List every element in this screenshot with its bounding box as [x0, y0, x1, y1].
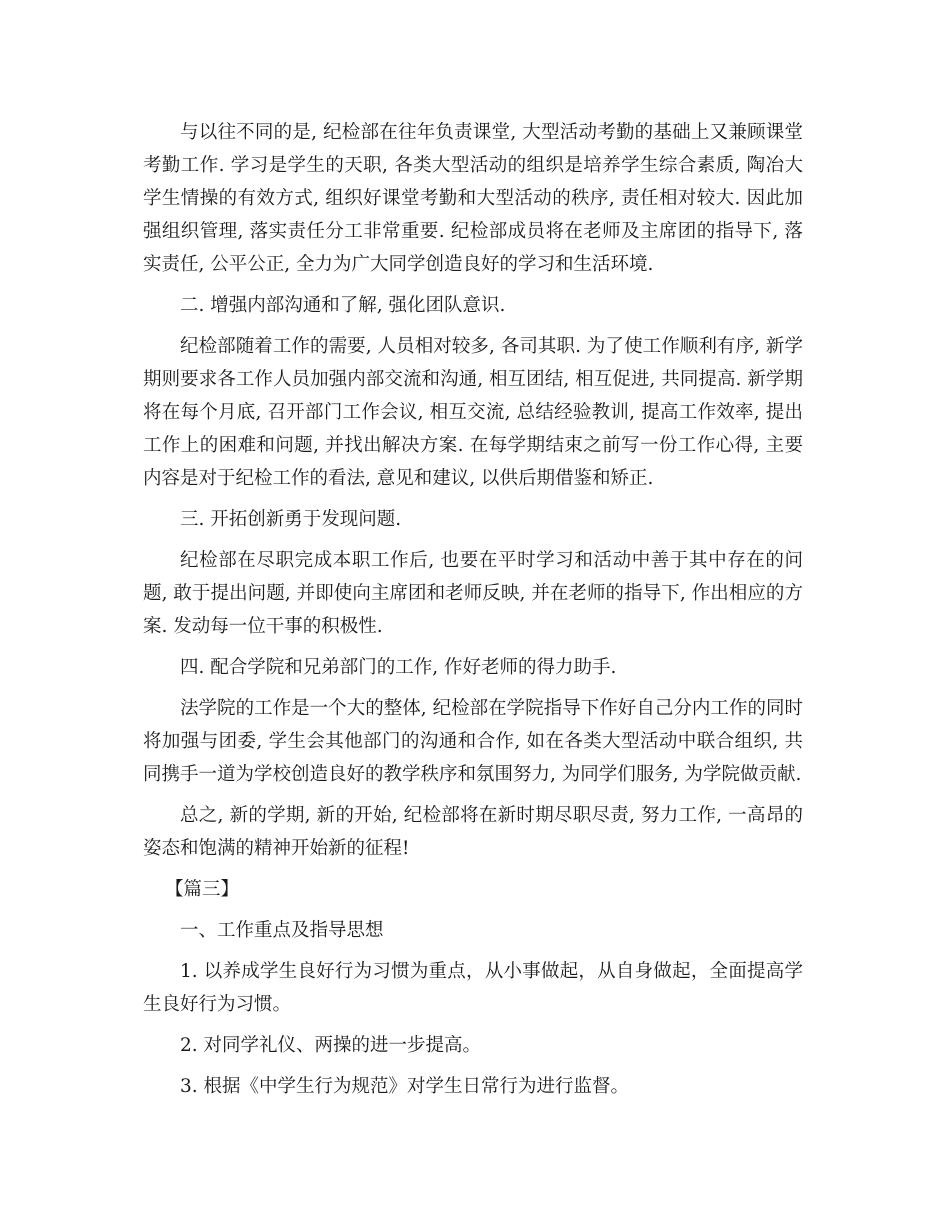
document-body	[143, 116, 803, 1111]
heading-work-focus: 一、工作重点及指导思想	[180, 920, 384, 941]
paragraph-cooperation: 法学院的工作是一个大的整体, 纪检部在学院指导下作好自己分内工作的同时将加强与团委, 学生会其他部门的沟通和合作, 如在各类大型活动中联合组织, 共同携手一道为学校创造良好的教学秩序和氛围努力, 为同学们服务, 为学院做贡献.	[143, 698, 803, 785]
list-item-2: 2. 对同学礼仪、两操的进一步提高。	[180, 1035, 482, 1056]
list-item-3: 3. 根据《中学生行为规范》对学生日常行为进行监督。	[180, 1076, 630, 1097]
list-item-1: 1. 以养成学生良好行为习惯为重点，从小事做起，从自身做起，全面提高学生良好行为习惯。	[143, 961, 803, 1015]
heading-section-two: 二. 增强内部沟通和了解, 强化团队意识.	[180, 295, 506, 316]
paragraph-conclusion: 总之, 新的学期, 新的开始, 纪检部将在新时期尽职尽责, 努力工作, 一高昂的姿态和饱满的精神开始新的征程!	[143, 805, 803, 859]
paragraph-internal-communication: 纪检部随着工作的需要, 人员相对较多, 各司其职. 为了使工作顺利有序, 新学期则要求各工作人员加强内部交流和沟通, 相互团结, 相互促进, 共同提高. 新学期将在每个月底, 召开部门工作会议, 相互交流, 总结经验教训, 提高工作效率, 提出工作上的困难和问题, 并找出解决方案. 在每学期结束之前写一份工作心得, 主要内容是对于纪检工作的看法, 意见和建议, 以供后期借鉴和矫正.	[143, 336, 803, 489]
section-marker-part-three: 【篇三】	[165, 879, 240, 900]
paragraph-innovation: 纪检部在尽职完成本职工作后, 也要在平时学习和活动中善于其中存在的问题, 敢于提出问题, 并即使向主席团和老师反映, 并在老师的指导下, 作出相应的方案. 发动每一位干事的积极性.	[143, 550, 803, 637]
heading-section-three: 三. 开拓创新勇于发现问题.	[180, 509, 402, 530]
heading-section-four: 四. 配合学院和兄弟部门的工作, 作好老师的得力助手.	[180, 657, 617, 678]
paragraph-attendance-duty: 与以往不同的是, 纪检部在往年负责课堂, 大型活动考勤的基础上又兼顾课堂考勤工作. 学习是学生的天职, 各类大型活动的组织是培养学生综合素质, 陶冶大学生情操的有效方式, 组织好课堂考勤和大型活动的秩序, 责任相对较大. 因此加强组织管理, 落实责任分工非常重要. 纪检部成员将在老师及主席团的指导下, 落实责任, 公平公正, 全力为广大同学创造良好的学习和生活环境.	[143, 122, 803, 275]
